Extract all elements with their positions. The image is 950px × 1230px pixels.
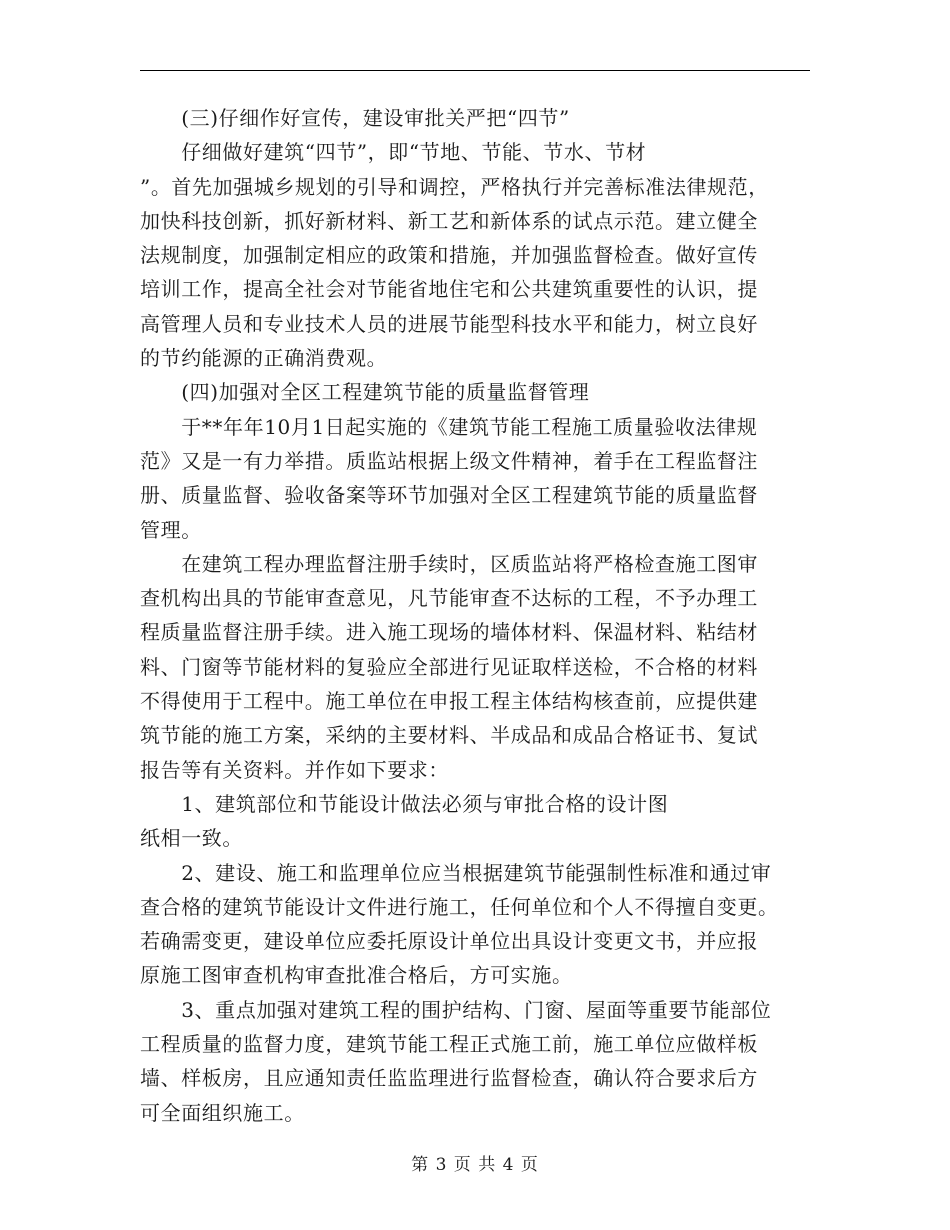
- text-line: 加快科技创新，抓好新材料、新工艺和新体系的试点示范。建立健全: [140, 208, 758, 233]
- text-line: 报告等有关资料。并作如下要求：: [140, 757, 449, 782]
- text-line: 查合格的建筑节能设计文件进行施工，任何单位和个人不得擅自变更。: [140, 894, 779, 919]
- text-line: 原施工图审查机构审查批准合格后，方可实施。: [140, 963, 573, 988]
- text-line: 在建筑工程办理监督注册手续时，区质监站将严格检查施工图审: [140, 551, 758, 576]
- text-line: 不得使用于工程中。施工单位在申报工程主体结构核查前，应提供建: [140, 689, 758, 714]
- text-line: 培训工作，提高全社会对节能省地住宅和公共建筑重要性的认识，提: [140, 277, 758, 302]
- text-line: 可全面组织施工。: [140, 1100, 305, 1125]
- heading-section-4: (四)加强对全区工程建筑节能的质量监督管理: [140, 380, 590, 405]
- text-line: 于**年年10月1日起实施的《建筑节能工程施工质量验收法律规: [140, 414, 758, 439]
- text-line: 查机构出具的节能审查意见，凡节能审查不达标的工程，不予办理工: [140, 586, 758, 611]
- text-line: 册、质量监督、验收备案等环节加强对全区工程建筑节能的质量监督: [140, 483, 758, 508]
- text-line: 的节约能源的正确消费观。: [140, 346, 388, 371]
- text-line: ”。首先加强城乡规划的引导和调控，严格执行并完善标准法律规范，: [140, 174, 769, 199]
- text-line: 范》又是一有力举措。质监站根据上级文件精神，着手在工程监督注: [140, 448, 758, 473]
- text-line: 仔细做好建筑“四节”，即“节地、节能、节水、节材: [140, 140, 647, 165]
- document-body: [140, 101, 810, 1130]
- text-line: 纸相一致。: [140, 826, 243, 851]
- text-line: 筑节能的施工方案，采纳的主要材料、半成品和成品合格证书、复试: [140, 723, 758, 748]
- text-line: 管理。: [140, 517, 202, 542]
- text-line: 墙、样板房，且应通知责任监监理进行监督检查，确认符合要求后方: [140, 1066, 758, 1091]
- text-line: 程质量监督注册手续。进入施工现场的墙体材料、保温材料、粘结材: [140, 620, 758, 645]
- text-line: 若确需变更，建设单位应委托原设计单位出具设计变更文书，并应报: [140, 929, 758, 954]
- text-line: 工程质量的监督力度，建筑节能工程正式施工前，施工单位应做样板: [140, 1032, 758, 1057]
- heading-section-3: (三)仔细作好宣传，建设审批关严把“四节”: [140, 106, 570, 130]
- list-item-2: 2、建设、施工和监理单位应当根据建筑节能强制性标准和通过审: [140, 860, 772, 885]
- header-rule: [140, 70, 810, 71]
- text-line: 法规制度，加强制定相应的政策和措施，并加强监督检查。做好宣传: [140, 243, 758, 268]
- list-item-1: 1、建筑部位和节能设计做法必须与审批合格的设计图: [140, 791, 669, 816]
- text-line: 高管理人员和专业技术人员的进展节能型科技水平和能力，树立良好: [140, 311, 758, 336]
- page-footer: 第 3 页 共 4 页: [411, 1155, 539, 1175]
- text-line: 料、门窗等节能材料的复验应全部进行见证取样送检，不合格的材料: [140, 654, 758, 679]
- list-item-3: 3、重点加强对建筑工程的围护结构、门窗、屋面等重要节能部位: [140, 997, 772, 1022]
